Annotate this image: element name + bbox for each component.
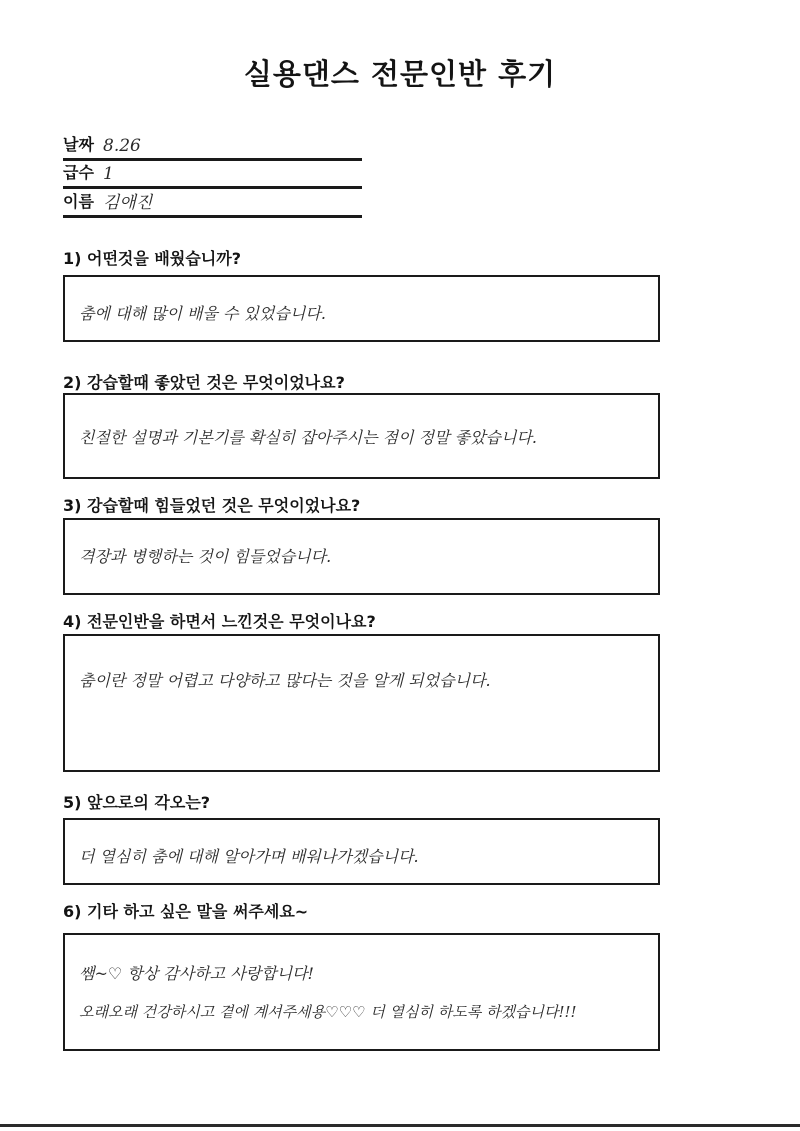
page-bottom-rule	[0, 1124, 800, 1127]
form-title: 실용댄스 전문인반 후기	[243, 57, 557, 91]
question-3-label: 3) 강습할때 힘들었던 것은 무엇이었나요?	[63, 496, 361, 515]
question-4-label: 4) 전문인반을 하면서 느낀것은 무엇이나요?	[63, 612, 376, 631]
answer-5-line-1: 더 열심히 춤에 대해 알아가며 배워나가겠습니다.	[79, 847, 419, 866]
name-row	[63, 189, 362, 218]
answer-2-line-1: 친절한 설명과 기본기를 확실히 잡아주시는 점이 정말 좋았습니다.	[79, 428, 538, 447]
date-row	[63, 132, 362, 161]
answer-4-line-1: 춤이란 정말 어렵고 다양하고 많다는 것을 알게 되었습니다.	[79, 671, 491, 690]
answer-4-box	[63, 634, 660, 772]
question-5-label: 5) 앞으로의 각오는?	[63, 793, 211, 812]
question-1-label: 1) 어떤것을 배웠습니까?	[63, 249, 241, 268]
name-label: 이름	[63, 192, 94, 211]
answer-6-line-1: 쌤~♡ 항상 감사하고 사랑합니다!	[79, 964, 314, 983]
name-value: 김애진	[103, 193, 153, 213]
question-6-label: 6) 기타 하고 싶은 말을 써주세요~	[63, 902, 309, 921]
answer-3-line-1: 격장과 병행하는 것이 힘들었습니다.	[79, 547, 332, 566]
grade-value: 1	[103, 164, 114, 184]
answer-2-box	[63, 393, 660, 479]
answer-5-box	[63, 818, 660, 885]
answer-3-box	[63, 518, 660, 595]
answer-6-line-2: 오래오래 건강하시고 곁에 계셔주세용♡♡♡ 더 열심히 하도록 하겠습니다!!!	[79, 1003, 577, 1021]
date-value: 8.26	[103, 136, 141, 156]
question-2-label: 2) 강습할때 좋았던 것은 무엇이었나요?	[63, 373, 345, 392]
answer-1-line-1: 춤에 대해 많이 배울 수 있었습니다.	[79, 304, 326, 323]
answer-1-box	[63, 275, 660, 342]
date-label: 날짜	[63, 135, 94, 154]
answer-6-box	[63, 933, 660, 1051]
grade-row	[63, 160, 362, 189]
grade-label: 급수	[63, 163, 94, 182]
